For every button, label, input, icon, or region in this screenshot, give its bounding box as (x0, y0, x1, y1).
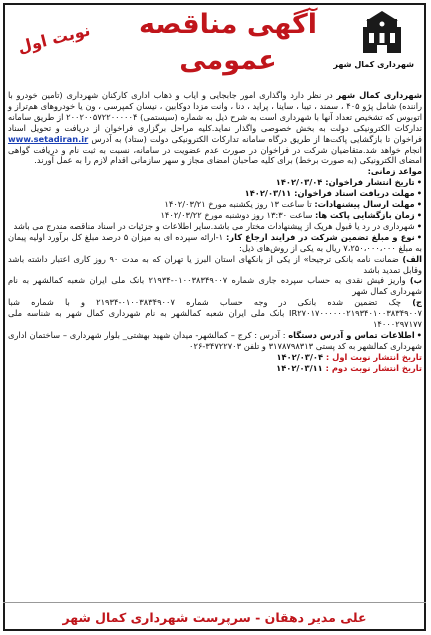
docs-value: ۱۴۰۲/۰۳/۱۱ (244, 188, 295, 199)
open-value: ساعت ۱۳:۳۰ روز دوشنبه مورخ ۱۴۰۲/۰۳/۲۲ (160, 209, 315, 220)
opening-time-row (8, 210, 422, 221)
bullet: • (416, 231, 422, 242)
intro-text: در نظر دارد واگذاری امور جابجایی و ایاب و ذهاب اداری کارکنان شهرداری (تامین خودرو با راننده) شامل پژو ۴۰۵ ، سمند ، تیبا ، ساینا ، پراید ، دنا ، وانت مزدا دوکابین ، نیسان کمپرسی ، ون یا خودروهای هم‌تراز و اتوبوس که تشخیص تعداد آنها با شهرداری است به شرح ذیل به شماره (سیستمی) ۲۰۰۲۰۰۵۷۲۲۰۰۰۰۰۴ از طریق سامانه تدارکات الکترونیکی دولت به بخش خصوصی واگذار نماید.کلیه مراحل برگزاری فراخوان از دریافت و تحویل اسناد فراخوان تا بازگشایی پاکت‌ها از طریق درگاه سامانه تدارکات الکترونیکی دولت (ستاد) به آدرس (8, 90, 423, 144)
title-line-1: آگهی مناقصه (138, 9, 318, 40)
dates-heading: مواعد زمانی: (367, 166, 422, 177)
publish-label: تاریخ انتشار فراخوان: (325, 177, 415, 188)
offers-value: تا ساعت ۱۳ روز یکشنبه مورخ ۱۴۰۲/۰۳/۲۱ (164, 199, 315, 210)
option-c-label: ج) (412, 297, 422, 308)
logo-caption: شهرداری کمال شهر (333, 60, 414, 69)
org-name: شهرداری کمال شهر (336, 90, 422, 100)
rights-row (8, 221, 422, 232)
contact-label: اطلاعات تماس و آدرس دستگاه (288, 329, 415, 340)
option-b-label: ب) (409, 275, 422, 286)
docs-deadline-row (8, 188, 422, 199)
first-publication-row (8, 352, 422, 363)
guarantee-label: نوع و مبلغ تضمین شرکت در فرایند ارجاع کار: (225, 231, 415, 242)
option-a-text: ضمانت نامه بانکی ترجیحا» از یکی از بانکهای استان البرز یا تهران که به مدت ۹۰ روز کاری اعتبار داشته باشد وقابل تمدید باشد (8, 253, 422, 275)
second-publication-row (8, 363, 422, 374)
option-b-text: واریز فیش نقدی به حساب سپرده جاری شماره ۰۱۰۰۳۸۳۴۹۰۰۷-۲۱۹۳۴ بانک ملی ایران شعبه کمالشهر به نام شهرداری کمال شهر (8, 275, 422, 297)
title-line-2: عمومی (179, 45, 277, 76)
guarantee-text: ۱-ارائه سپرده ای به میزان ۵ درصد مبلغ کل برآورد اولیه پیمان به مبلغ ۷،۲۵۰،۰۰۰،۰۰۰ ریال به یکی از روش‌های ذیل: (8, 231, 422, 253)
bullet: • (416, 199, 422, 210)
intro-paragraph (8, 90, 422, 166)
docs-label: مهلت دریافت اسناد فراخوان: (294, 188, 415, 199)
first-publication-value: ۱۴۰۲/۰۳/۰۴ (276, 351, 326, 362)
option-a-label: الف) (402, 253, 422, 264)
guarantee-option-a (8, 254, 422, 276)
first-publication-label: تاریخ انتشار نوبت اول : (325, 351, 422, 362)
offers-label: مهلت ارسال پیشنهادات: (314, 199, 415, 210)
bullet: • (416, 329, 422, 340)
option-c-text: چک تضمین شده بانکی در وجه حساب شماره ۰۱۰۰۳۸۳۴۹۰۰۷-۲۱۹۳۴ و با شماره شبا IR۲۷۰۱۷۰۰۰۰۰۰۲۱۹۳۴۰۱۰۰۳۸۳۴۹۰۰۷ بانک ملی ایران شعبه کمالشهر به نام شهرداری کمال شهر به شناسه ملی ۱۴۰۰۰۲۹۷۱۷۷ (8, 297, 422, 330)
bullet: • (416, 220, 422, 231)
second-publication-label: تاریخ انتشار نوبت دوم : (325, 362, 422, 373)
publish-value: ۱۴۰۲/۰۳/۰۴ (275, 177, 326, 188)
round-stamp: نوبت اول (15, 20, 93, 57)
signature-footer: علی مدیر دهقان - سرپرست شهرداری کمال شهر (3, 602, 426, 632)
contact-text: : آدرس : کرج – کمالشهر- میدان شهید بهشتی_ بلوار شهرداری – ساختمان اداری شهرداری کمالشهر به کد پستی ۳۱۷۸۷۹۸۳۱۳ و تلفن ۳۴۷۲۲۷۰۳-۰۲۶ (8, 329, 422, 351)
guarantee-option-c (8, 297, 422, 330)
offers-deadline-row (8, 199, 422, 210)
guarantee-option-b (8, 275, 422, 297)
rights-text: شهرداری در رد یا قبول هریک از پیشنهادات مختار می باشد.سایر اطلاعات و جزئیات در اسناد مناقصه مندرج می باشد (13, 220, 415, 231)
open-label: زمان بازگشایی پاکت ها: (314, 209, 415, 220)
bullet: • (416, 188, 422, 199)
intro-text-2: انجام خواهد شد.متقاضیان شرکت در فراخوان در صورت عدم عضویت در سامانه، نسبت به ثبت نام و دریافت گواهی امضای الکترونیکی (به صورت برخط) برای کلیه صاحبان امضای مجاز و سهر سازمانی اقدام لازم را به عمل آورند. (8, 144, 422, 166)
bullet: • (416, 177, 422, 188)
contact-row (8, 330, 422, 352)
notice-header (3, 3, 426, 89)
municipality-logo (333, 9, 414, 69)
municipality-emblem-icon (357, 9, 407, 59)
guarantee-row (8, 232, 422, 254)
notice-body (8, 90, 422, 374)
second-publication-value: ۱۴۰۲/۰۳/۱۱ (276, 362, 326, 373)
publish-date-row (8, 177, 422, 188)
bullet: • (416, 209, 422, 220)
setadiran-link[interactable]: www.setadiran.ir (8, 133, 89, 144)
notice-title (123, 7, 333, 79)
